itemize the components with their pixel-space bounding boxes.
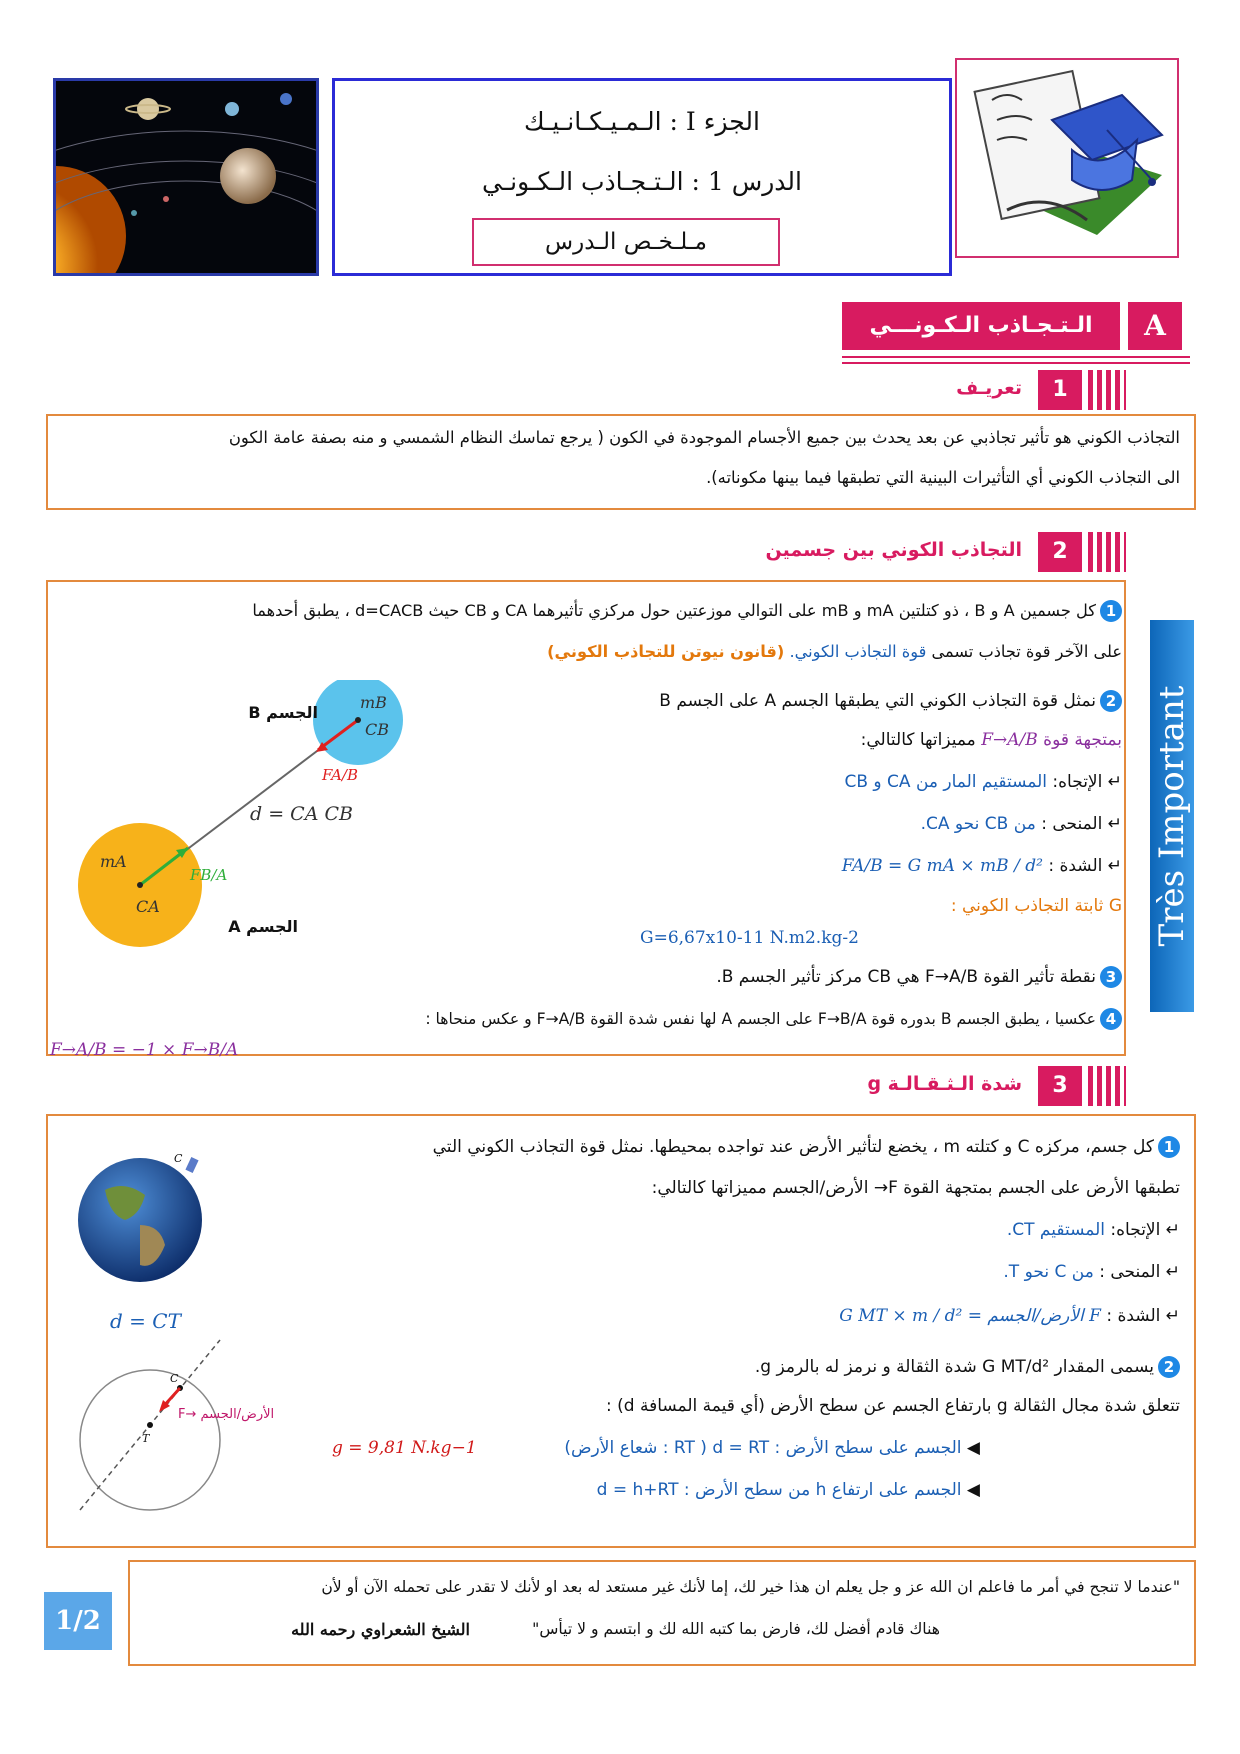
subsection-stripes bbox=[1088, 1066, 1126, 1106]
earth-figure bbox=[70, 1150, 310, 1520]
svg-text:T: T bbox=[142, 1432, 150, 1445]
subsection-title: شدة الـثـقـالـة g bbox=[867, 1073, 1022, 1095]
svg-text:C: C bbox=[174, 1152, 183, 1165]
g-bullet-1-icon: 1 bbox=[1158, 1136, 1180, 1158]
bullet-3-line: 3نقطة تأثير القوة F→A/B هي CB مركز تأثير الجسم B. bbox=[716, 966, 1122, 988]
g-direction-line: ↵ الإتجاه: المستقيم CT. bbox=[1006, 1220, 1180, 1240]
bullet-2-line-2: بمتجهة قوة F→A/B مميزاتها كالتالي: bbox=[860, 730, 1122, 750]
part-title: الجزء I : الـمـيـكـانـيـك bbox=[524, 107, 760, 136]
g-sense-line: ↵ المنحى : من C نحو T. bbox=[1003, 1262, 1180, 1282]
svg-text:C: C bbox=[170, 1372, 179, 1385]
newton-third-law-relation: F→A/B = −1 × F→B/A bbox=[50, 1040, 239, 1060]
ma-label: mA bbox=[100, 852, 127, 871]
fab-label: FA/B bbox=[322, 766, 359, 784]
subsection-number: 1 bbox=[1038, 370, 1082, 410]
g-bullet-1-line-2: تطبقها الأرض على الجسم بمتجهة القوة F→ الأرض/الجسم مميزاتها كالتالي: bbox=[651, 1178, 1180, 1198]
case-altitude-line: ◀ الجسم على ارتفاع h من سطح الأرض : d = h+RT bbox=[596, 1480, 980, 1500]
g-bullet-2-line: 2يسمى المقدار G MT/d² شدة الثقالة و نرمز له بالرمز g. bbox=[755, 1356, 1180, 1378]
mb-label: mB bbox=[360, 693, 387, 712]
g-bullet-1-line: 1كل جسم، مركزه C و كتلته m ، يخضع لتأثير الأرض عند تواجده بمحيطها. نمثل قوة التجاذب الكوني التي bbox=[433, 1136, 1180, 1158]
two-bodies-figure bbox=[60, 680, 460, 950]
magnitude-line: ↵ الشدة : FA/B = G mA × mB / d² bbox=[841, 856, 1122, 876]
body-b-label: الجسم B bbox=[248, 703, 318, 722]
quote-line-2: هناك قادم أفضل لك، فارض بما كتبه الله لك و ابتسم و لا تيأس" bbox=[532, 1620, 940, 1638]
quote-box bbox=[128, 1560, 1196, 1666]
subsection-number: 3 bbox=[1038, 1066, 1082, 1106]
divider bbox=[842, 362, 1190, 364]
bullet-1-line: 1كل جسمين A و B ، ذو كتلتين mA و mB على التوالي موزعتين حول مركزي تأثيرهما CA و CB حيث d=CACB ، يطبق أحدهما bbox=[252, 600, 1122, 622]
subsection-stripes bbox=[1088, 532, 1126, 572]
bullet-4-icon: 4 bbox=[1100, 1008, 1122, 1030]
ca-label: CA bbox=[136, 897, 160, 916]
solar-system-image bbox=[53, 78, 319, 276]
g-magnitude-line: ↵ الشدة : F الأرض/الجسم = G MT × m / d² bbox=[839, 1306, 1180, 1326]
cb-label: CB bbox=[365, 720, 389, 739]
distance-label: d = CA CB bbox=[250, 803, 353, 825]
divider bbox=[842, 356, 1190, 358]
case-surface-line: ◀ الجسم على سطح الأرض : d = RT ( RT : شعاع الأرض) bbox=[564, 1438, 980, 1458]
gravity-force-label: F→ الأرض/الجسم bbox=[178, 1407, 275, 1422]
quote-line-1: "عندما لا تنجح في أمر ما فاعلم ان الله عز و جل يعلم ان هذا خير لك، إما لأنك غير مستعد له بعد او لأنك لا تقدر على تحمله الآن أو لأن bbox=[321, 1578, 1180, 1596]
definition-line: الى التجاذب الكوني أي التأثيرات البينية التي تطبقها فيما بينها مكوناته). bbox=[706, 468, 1180, 487]
graduation-cap-illustration bbox=[955, 58, 1179, 258]
bullet-4-line: 4عكسيا ، يطبق الجسم B بدوره قوة F→B/A على الجسم A لها نفس شدة القوة F→A/B و عكس منحاها : bbox=[425, 1008, 1122, 1030]
g-bullet-2-icon: 2 bbox=[1158, 1356, 1180, 1378]
bullet-3-icon: 3 bbox=[1100, 966, 1122, 988]
g-constant-label: G ثابتة التجاذب الكوني : bbox=[950, 896, 1122, 916]
tres-important-banner: Très Important bbox=[1150, 620, 1194, 1012]
bullet-2-line: 2نمثل قوة التجاذب الكوني التي يطبقها الجسم A على الجسم B bbox=[659, 690, 1122, 712]
quote-author: الشيخ الشعراوي رحمه الله bbox=[291, 1620, 470, 1639]
page-number: 1/2 bbox=[44, 1592, 112, 1650]
section-a-title: الـتـجـاذب الـكـونـــي bbox=[842, 302, 1120, 350]
direction-line: ↵ الإتجاه: المستقيم المار من CA و CB bbox=[844, 772, 1122, 792]
distance-ct-label: d = CT bbox=[110, 1309, 181, 1333]
body-a-label: الجسم A bbox=[228, 917, 298, 936]
g-bullet-2-line-2: تتعلق شدة مجال الثقالة g بارتفاع الجسم عن سطح الأرض (أي قيمة المسافة d) : bbox=[605, 1396, 1180, 1416]
earth-circle bbox=[80, 1370, 220, 1510]
subsection-stripes bbox=[1088, 370, 1126, 410]
subsection-number: 2 bbox=[1038, 532, 1082, 572]
section-a-letter: A bbox=[1128, 302, 1182, 350]
subsection-title: التجاذب الكوني بين جسمين bbox=[765, 539, 1022, 561]
sense-line: ↵ المنحى : من CB نحو CA. bbox=[920, 814, 1122, 834]
definition-line: التجاذب الكوني هو تأثير تجاذبي عن بعد يحدث بين جميع الأجسام الموجودة في الكون ( يرجع تماسك النظام الشمسي و منه بصفة عامة الكون bbox=[228, 428, 1180, 447]
bullet-1-icon: 1 bbox=[1100, 600, 1122, 622]
bullet-2-icon: 2 bbox=[1100, 690, 1122, 712]
g-surface-value: g = 9,81 N.kg−1 bbox=[332, 1438, 477, 1458]
g-constant-value: G=6,67x10-11 N.m2.kg-2 bbox=[640, 928, 859, 948]
bullet-1-line-2: على الآخر قوة تجاذب تسمى قوة التجاذب الكوني. (قانون نيوتن للتجاذب الكوني) bbox=[547, 642, 1122, 661]
summary-label: مـلـخـص الـدرس bbox=[472, 218, 780, 266]
fba-label: FB/A bbox=[190, 866, 228, 884]
lesson-title: الدرس 1 : الـتـجـاذب الـكـونـي bbox=[482, 167, 802, 196]
subsection-title: تعريـف bbox=[956, 377, 1022, 399]
